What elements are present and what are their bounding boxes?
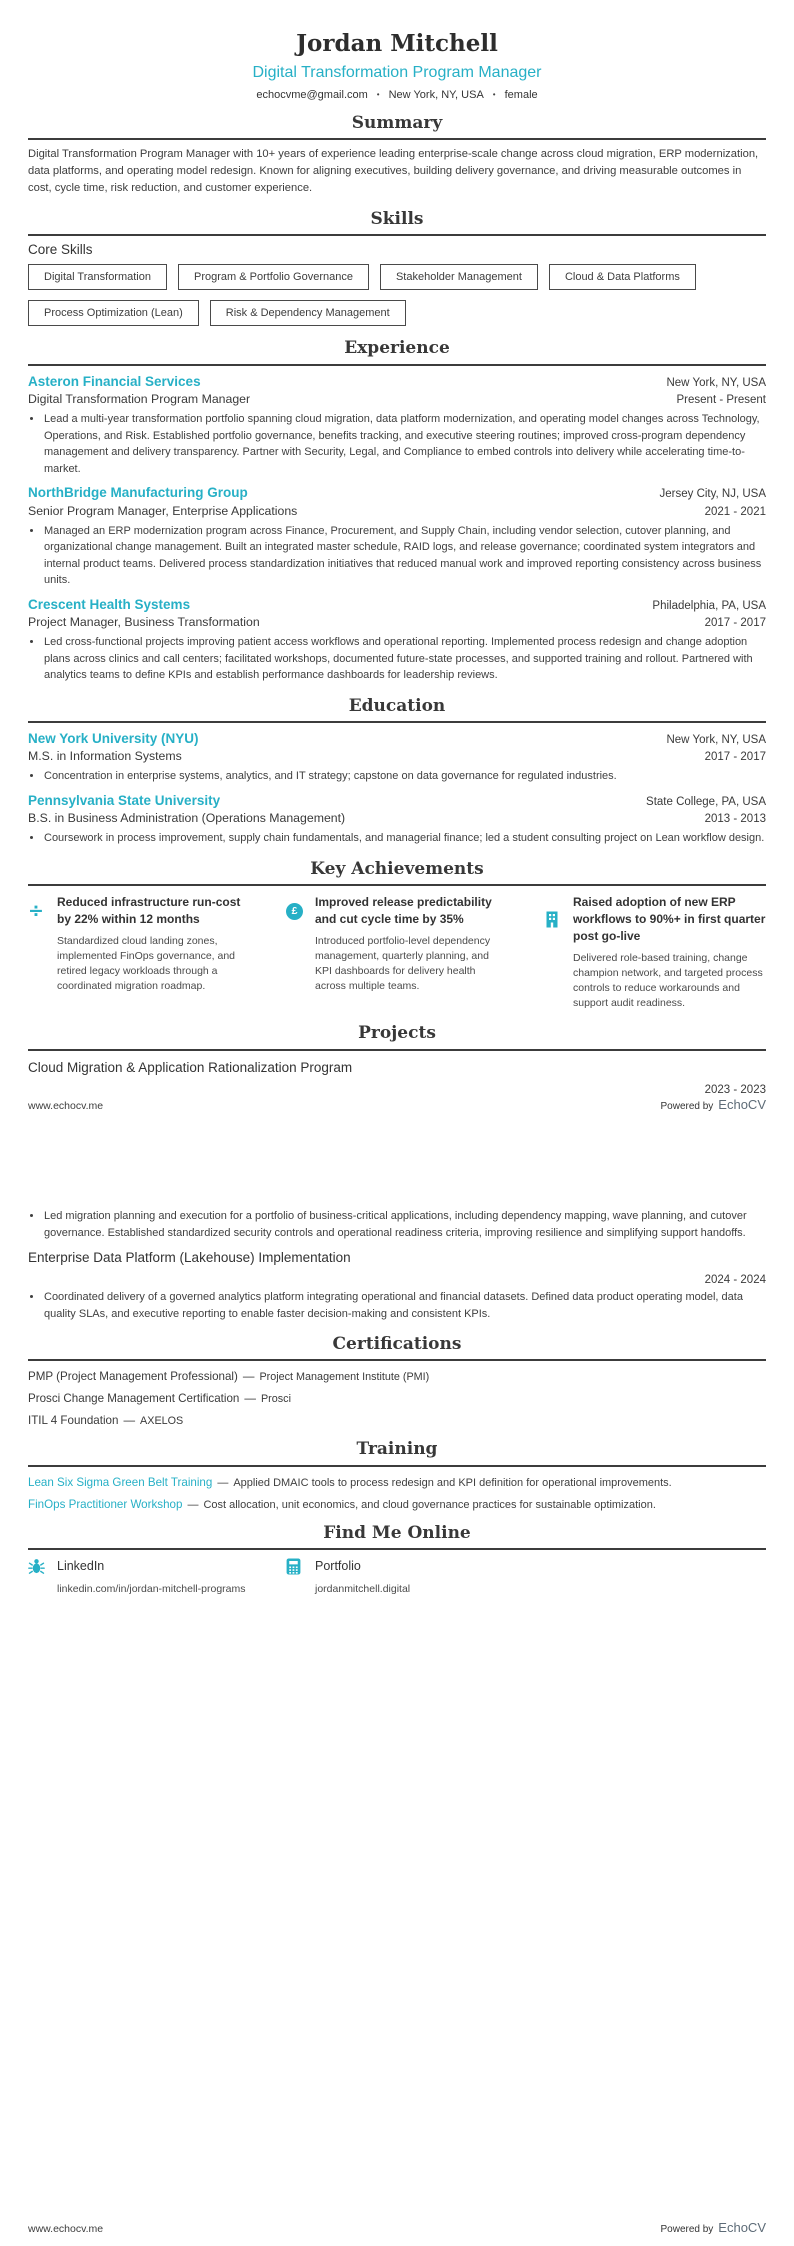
job-bullet: • Led cross-functional projects improving patient access workflows and operational reporting. Implemented process redesign and change adoption plans across clinics and call centers; facilitated workshops, documented future-state processes, and supported training and rollout. Partnered with analytics teams to define KPIs and establish performance dashboards for leadership reviews. — [43, 634, 766, 684]
section-heading-projects: Projects — [28, 1023, 766, 1050]
section-heading-achievements: Key Achievements — [28, 859, 766, 886]
company-location: Philadelphia, PA, USA — [652, 599, 766, 612]
achievement-item — [544, 894, 766, 1011]
powered-by-text: Powered by — [660, 1101, 714, 1112]
project-bullet: • Led migration planning and execution for a portfolio of business-critical applications, including dependency mapping, wave planning, and cutover governance. Established standardized security controls and operational readiness criteria, improving resilience and simplifying support handoffs. — [43, 1208, 766, 1241]
footer-site-url[interactable]: www.echocv.me — [28, 1100, 104, 1112]
contact-line — [28, 89, 766, 101]
certification-name: Prosci Change Management Certification — [28, 1392, 240, 1406]
achievement-title: Reduced infrastructure run-cost by 22% within 12 months — [57, 895, 241, 926]
page-2-footer — [28, 2219, 766, 2237]
education-entry — [28, 730, 766, 785]
certification-name: ITIL 4 Foundation — [28, 1414, 119, 1428]
contact-gender: female — [504, 88, 538, 101]
job-role: Project Manager, Business Transformation — [28, 615, 260, 630]
degree: M.S. in Information Systems — [28, 749, 182, 764]
online-links-grid — [28, 1558, 766, 1598]
achievement-description: Delivered role-based training, change champion network, and targeted process controls to reduce workarounds and support audit readiness. — [573, 951, 763, 1010]
calculator-icon — [286, 1558, 306, 1575]
dash-separator: — — [217, 1476, 229, 1489]
skill-tag: Process Optimization (Lean) — [28, 300, 199, 326]
link-label: LinkedIn — [57, 1558, 105, 1573]
link-url[interactable]: jordanmitchell.digital — [315, 1583, 411, 1596]
project-title: Cloud Migration & Application Rationalization Program — [28, 1059, 353, 1075]
resume-header — [28, 0, 766, 101]
skill-tag: Digital Transformation — [28, 264, 167, 290]
achievement-item — [286, 894, 508, 1011]
project-entry — [28, 1250, 766, 1322]
job-role: Senior Program Manager, Enterprise Applications — [28, 503, 298, 518]
skill-tag-list — [28, 264, 766, 326]
company-location: New York, NY, USA — [666, 376, 766, 389]
certification-issuer: Project Management Institute (PMI) — [259, 1371, 430, 1384]
project-entry-continued — [28, 1208, 766, 1241]
training-item — [28, 1476, 766, 1489]
achievement-item — [28, 894, 250, 1011]
company-name-link[interactable]: NorthBridge Manufacturing Group — [28, 485, 248, 501]
dash-separator: — — [242, 1370, 255, 1384]
company-name-link[interactable]: Asteron Financial Services — [28, 373, 201, 389]
training-description: Applied DMAIC tools to process redesign and KPI definition for operational improvements. — [233, 1476, 672, 1489]
achievement-title: Raised adoption of new ERP workflows to 90%+ in first quarter post go-live — [573, 895, 766, 943]
training-name-link[interactable]: FinOps Practitioner Workshop — [28, 1497, 183, 1511]
summary-text: Digital Transformation Program Manager with 10+ years of experience leading enterprise-scale change across cloud migration, ERP modernization, data platforms, and operating model redesign. Known for aligning executives, building delivery governance, and driving measurable outcomes in cost, cycle time, risk reduction, and customer experience. — [28, 148, 759, 195]
job-dates: Present - Present — [676, 394, 766, 407]
job-role: Digital Transformation Program Manager — [28, 392, 251, 407]
candidate-job-title: Digital Transformation Program Manager — [252, 63, 542, 81]
education-bullet: • Coursework in process improvement, supply chain fundamentals, and managerial finance; led a student consulting project on Lean workflow design. — [43, 830, 766, 847]
project-dates: 2024 - 2024 — [704, 1274, 766, 1286]
project-title: Enterprise Data Platform (Lakehouse) Implementation — [28, 1250, 351, 1265]
divide-icon: ÷ — [28, 899, 44, 922]
candidate-name: Jordan Mitchell — [296, 30, 498, 57]
training-item — [28, 1498, 766, 1511]
skills-group-label: Core Skills — [28, 242, 93, 258]
contact-location: New York, NY, USA — [388, 88, 484, 101]
experience-entry — [28, 596, 766, 684]
dash-separator: — — [187, 1498, 199, 1511]
dash-separator: — — [244, 1392, 256, 1406]
link-item-linkedin[interactable] — [28, 1558, 250, 1598]
skill-tag: Program & Portfolio Governance — [178, 264, 369, 290]
certification-issuer: AXELOS — [140, 1415, 184, 1428]
achievement-title: Improved release predictability and cut cycle time by 35% — [315, 895, 492, 926]
company-location: Jersey City, NJ, USA — [659, 488, 766, 501]
building-icon — [544, 911, 564, 928]
achievement-description: Introduced portfolio-level dependency management, quarterly planning, and KPI dashboards for delivery health across multiple teams. — [315, 934, 491, 993]
school-dates: 2013 - 2013 — [704, 813, 766, 826]
pound-circle-icon: £ — [286, 903, 306, 920]
section-heading-education: Education — [28, 696, 766, 723]
school-location: State College, PA, USA — [646, 795, 766, 808]
contact-email: echocvme@gmail.com — [256, 88, 368, 101]
section-heading-skills: Skills — [28, 209, 766, 236]
experience-entry — [28, 373, 766, 478]
certification-issuer: Prosci — [260, 1393, 291, 1406]
footer-site-url[interactable]: www.echocv.me — [28, 2223, 104, 2235]
achievement-description: Standardized cloud landing zones, implemented FinOps governance, and retired legacy workloads through a coordinated migration roadmap. — [57, 934, 236, 993]
powered-by-text: Powered by — [660, 2224, 714, 2235]
section-heading-training: Training — [28, 1439, 766, 1466]
echocv-brand[interactable]: EchoCV — [718, 2220, 766, 2235]
achievements-grid — [28, 894, 766, 1011]
bug-icon — [28, 1558, 48, 1575]
skill-tag: Risk & Dependency Management — [210, 300, 406, 326]
certification-item — [28, 1392, 766, 1405]
project-dates: 2023 - 2023 — [704, 1083, 766, 1096]
skill-tag: Cloud & Data Platforms — [549, 264, 696, 290]
link-label: Portfolio — [315, 1558, 361, 1573]
section-heading-summary: Summary — [28, 113, 766, 140]
job-dates: 2021 - 2021 — [704, 505, 766, 518]
dash-separator: — — [123, 1414, 136, 1428]
section-heading-find-me-online: Find Me Online — [28, 1523, 766, 1550]
section-heading-experience: Experience — [28, 338, 766, 365]
certification-item — [28, 1370, 766, 1383]
page-2 — [0, 1123, 794, 2246]
school-location: New York, NY, USA — [666, 733, 766, 746]
education-bullet: • Concentration in enterprise systems, analytics, and IT strategy; capstone on data governance for regulated industries. — [43, 768, 766, 785]
skill-tag: Stakeholder Management — [380, 264, 538, 290]
link-url[interactable]: linkedin.com/in/jordan-mitchell-programs — [57, 1583, 246, 1596]
certification-name: PMP (Project Management Professional) — [28, 1370, 238, 1384]
company-name-link[interactable]: Crescent Health Systems — [28, 596, 191, 612]
page-1-footer — [28, 1096, 766, 1114]
project-entry — [28, 1060, 766, 1096]
project-bullet: • Coordinated delivery of a governed analytics platform integrating operational and financial datasets. Defined data product operating model, data quality SLAs, and executive reporting to enable faster decision-making and consistent KPIs. — [43, 1289, 766, 1322]
section-heading-certifications: Certifications — [28, 1334, 766, 1361]
training-description: Cost allocation, unit economics, and cloud governance practices for sustainable optimization. — [203, 1498, 656, 1511]
experience-entry — [28, 484, 766, 589]
education-entry — [28, 792, 766, 847]
school-dates: 2017 - 2017 — [704, 751, 766, 764]
degree: B.S. in Business Administration (Operations Management) — [28, 811, 346, 826]
training-name-link[interactable]: Lean Six Sigma Green Belt Training — [28, 1475, 213, 1489]
certification-item — [28, 1414, 766, 1427]
job-bullet: • Managed an ERP modernization program across Finance, Procurement, and Supply Chain, including vendor selection, cutover planning, and organizational change management. Built an integrated master schedule, RAID logs, and release governance; coordinated system integrators and internal product teams. Delivered process standardization initiatives that reduced manual work and improved reporting consistency across business units. — [43, 523, 766, 589]
link-item-portfolio[interactable] — [286, 1558, 508, 1598]
empty-grid-cell — [544, 1558, 766, 1598]
school-name-link[interactable]: New York University (NYU) — [28, 730, 199, 746]
job-bullet: • Lead a multi-year transformation portfolio spanning cloud migration, data platform modernization, and operating model changes across Technology, Operations, and Risk. Established portfolio governance, benefits tracking, and executive steering routines; improved cross-program dependency management and delivery transparency. Partner with Security, Legal, and Compliance to embed controls into delivery while accelerating time-to-market. — [43, 411, 766, 477]
dot-separator: • — [492, 89, 496, 99]
job-dates: 2017 - 2017 — [704, 617, 766, 630]
echocv-brand[interactable]: EchoCV — [718, 1097, 766, 1112]
school-name-link[interactable]: Pennsylvania State University — [28, 792, 221, 808]
dot-separator: • — [376, 89, 380, 99]
